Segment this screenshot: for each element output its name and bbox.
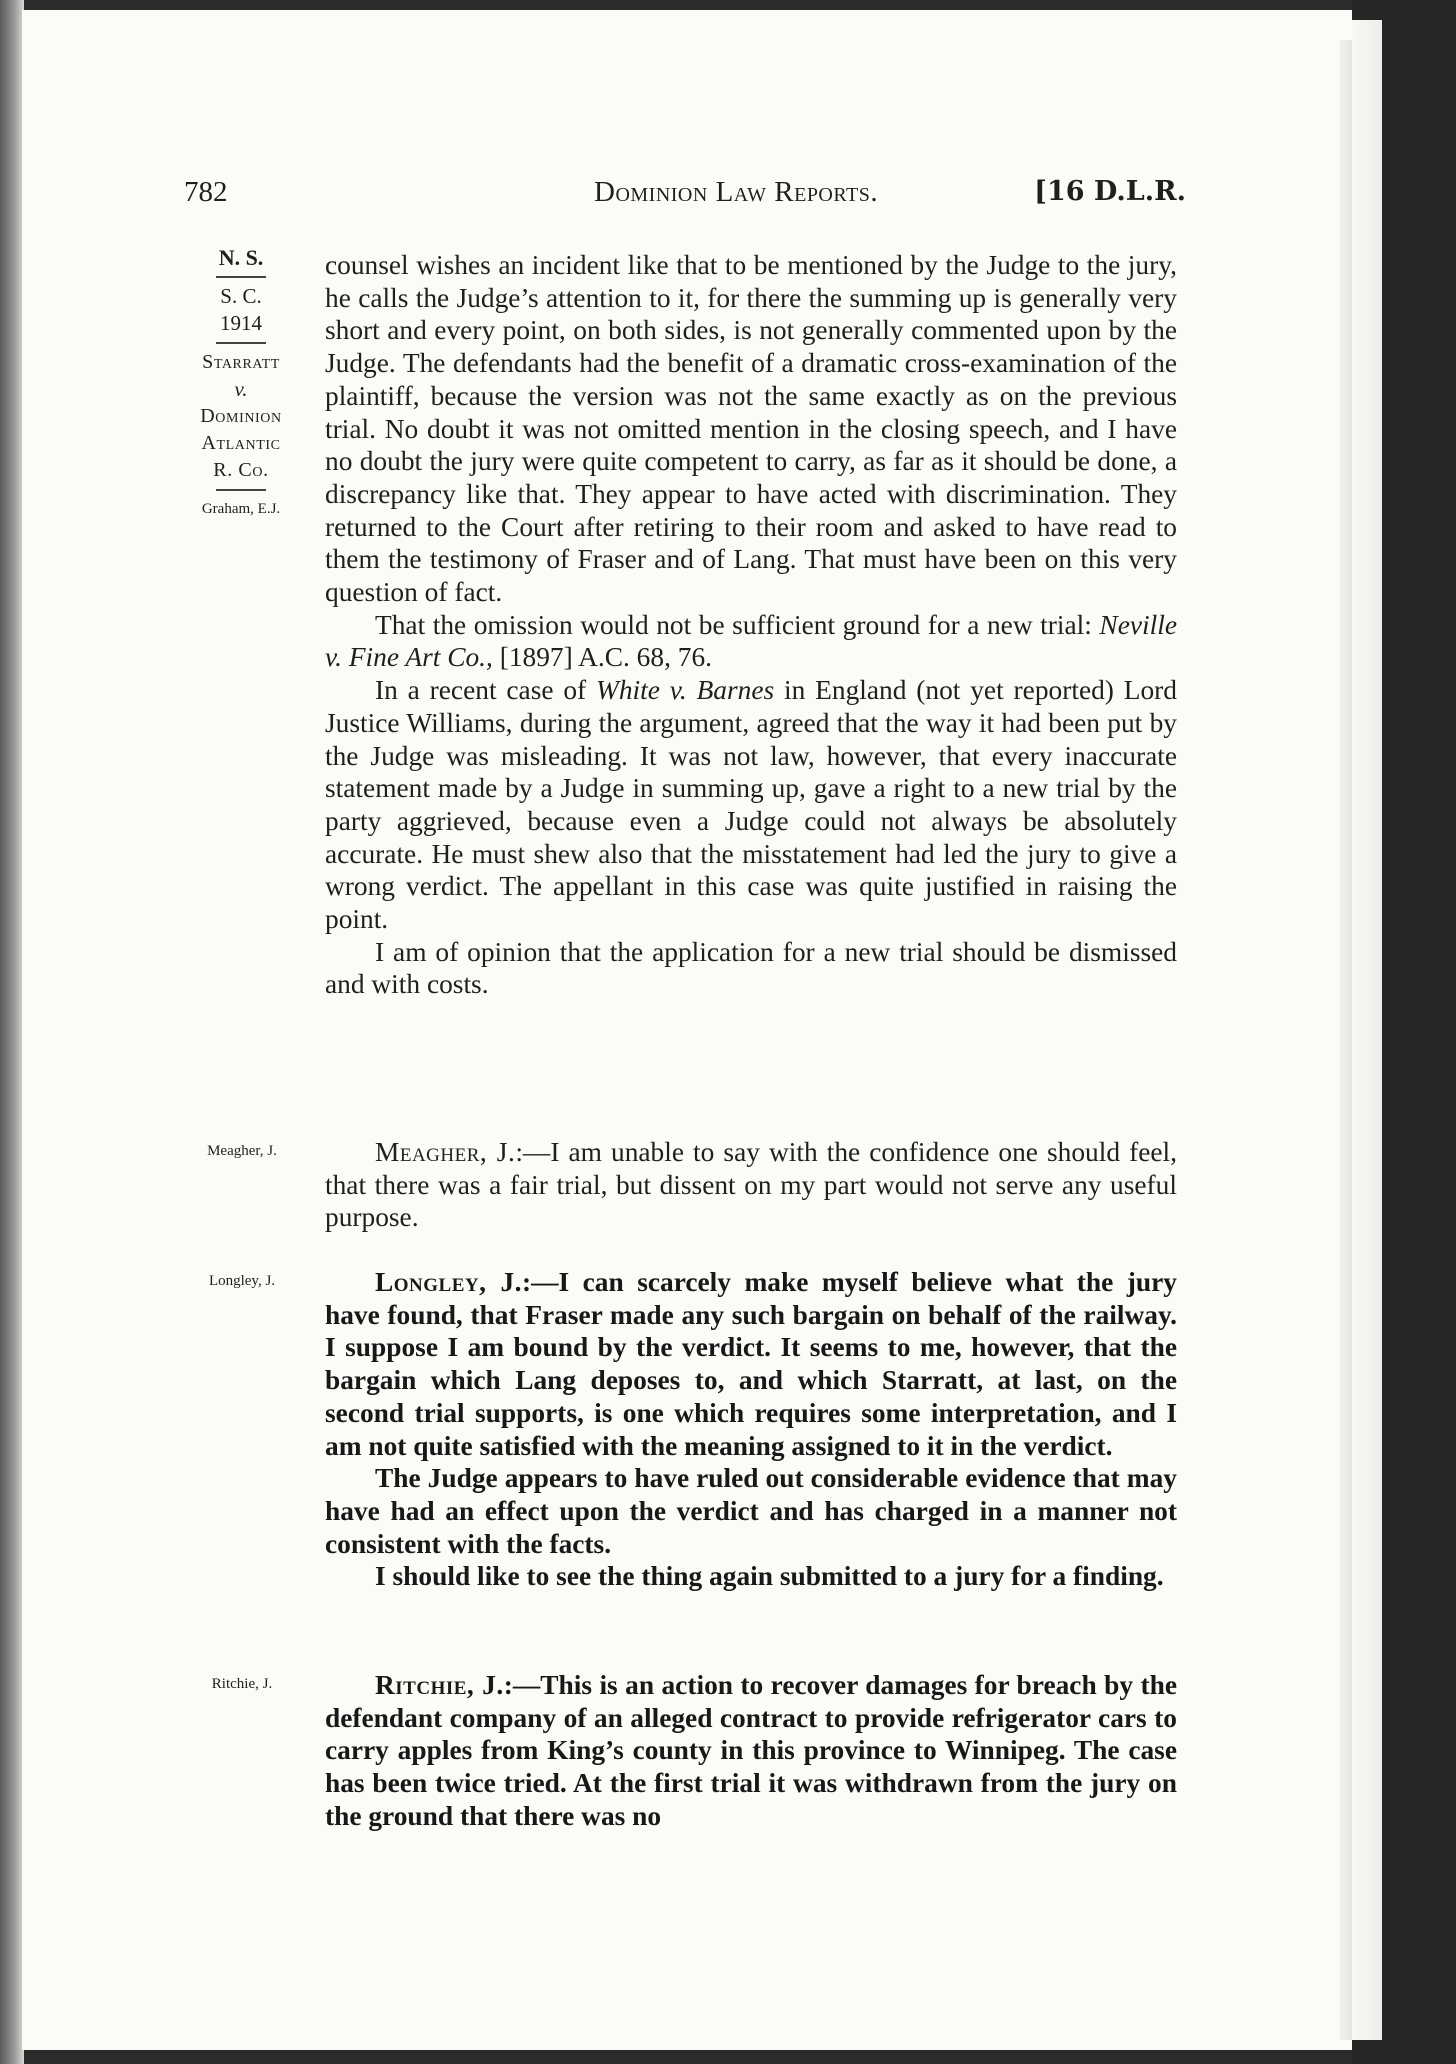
- judge-name: Meagher, J.: [375, 1137, 516, 1167]
- margin-divider: [216, 342, 266, 344]
- paragraph: Longley, J.:—I can scarcely make myself believe what the jury have found, that Fraser made any such bargain on behalf of the railway. I suppose I am bound by the verdict. It seems to me, however, that the bargain which Lang deposes to, and which Starratt, at last, on the second trial supports, is one which requires some interpretation, and I am not quite satisfied with the meaning assigned to it in the verdict.: [325, 1267, 1177, 1461]
- ritchie-opinion: [325, 1669, 1177, 1833]
- page-header: [184, 176, 1186, 216]
- paragraph: I should like to see the thing again submitted to a jury for a finding.: [375, 1561, 1164, 1592]
- judge-name: Ritchie, J.: [375, 1670, 504, 1700]
- margin-divider: [216, 489, 266, 491]
- paragraph: Ritchie, J.:—This is an action to recover damages for breach by the defendant company of an alleged contract to provide refrigerator cars to carry apples from King’s county in this province to Winnipeg. The case has been twice tried. At the first trial it was withdrawn from the jury on the ground that there was no: [325, 1670, 1177, 1831]
- page-number: 782: [184, 176, 228, 208]
- graham-opinion: [325, 249, 1177, 1001]
- court-label: S. C.: [220, 284, 262, 308]
- judge-name: Longley, J.: [375, 1267, 522, 1297]
- case-citation: White v. Barnes: [596, 675, 775, 706]
- province-label: N. S.: [218, 245, 264, 270]
- volume-reference: [16 D.L.R.: [1034, 176, 1186, 207]
- paragraph: Meagher, J.:—I am unable to say with the confidence one should feel, that there was a fair trial, but dissent on my part would not serve any useful purpose.: [325, 1137, 1177, 1233]
- page-shadow: [1340, 40, 1352, 2040]
- year-label: 1914: [220, 311, 262, 335]
- side-note-ritchie: Ritchie, J.: [211, 1676, 273, 1692]
- meagher-opinion: [325, 1136, 1177, 1234]
- case-name-plaintiff: Starratt: [202, 351, 280, 373]
- book-binding: [0, 0, 24, 2064]
- paragraph: counsel wishes an incident like that to be mentioned by the Judge to the jury, he calls the Judge’s attention to it, for there the summing up is generally very short and every point, on both sides, is not generally commented upon by the Judge. The defendants had the benefit of a dramatic cross-examination of the plaintiff, because the version was not the same exactly as on the previous trial. No doubt it was not omitted mention in the closing speech, and I have no doubt the jury were quite competent to carry, as far as it should be done, a discrepancy like that. They appear to have acted with discrimination. They returned to the Court after retiring to their room and asked to have read to them the testimony of Fraser and of Lang. That must have been on this very question of fact.: [325, 250, 1177, 608]
- paragraph: I am of opinion that the application for a new trial should be dismissed and with costs.: [325, 936, 1177, 1000]
- paragraph: In a recent case of White v. Barnes in England (not yet reported) Lord Justice Williams, during the argument, agreed that the way it had been put by the Judge was misleading. It was not law, however, that every inaccurate statement made by a Judge in summing up, gave a right to a new trial by the party aggrieved, because even a Judge could not always be absolutely accurate. He must shew also that the misstatement had led the jury to give a wrong verdict. The appellant in this case was quite justified in raising the point.: [325, 675, 1178, 935]
- case-citation: Neville v. Fine Art Co.,: [325, 609, 1177, 673]
- side-note-longley: Longley, J.: [208, 1273, 276, 1289]
- case-name-defendant-3: R. Co.: [213, 459, 269, 481]
- paragraph: The Judge appears to have ruled out considerable evidence that may have had an effect upon the verdict and has charged in a manner not consistent with the facts.: [325, 1463, 1177, 1559]
- longley-opinion: [325, 1266, 1177, 1593]
- case-versus: v.: [234, 377, 248, 401]
- case-name-defendant-2: Atlantic: [201, 432, 281, 454]
- paragraph: That the omission would not be sufficient ground for a new trial: Neville v. Fine Art Co., [1897] A.C. 68, 76.: [325, 609, 1177, 673]
- running-title: Dominion Law Reports.: [594, 176, 879, 208]
- side-note-meagher: Meagher, J.: [207, 1143, 277, 1159]
- case-margin-notes: [176, 244, 306, 523]
- judge-graham-note: Graham, E.J.: [201, 501, 281, 517]
- margin-divider: [216, 276, 266, 278]
- case-name-defendant-1: Dominion: [200, 405, 282, 427]
